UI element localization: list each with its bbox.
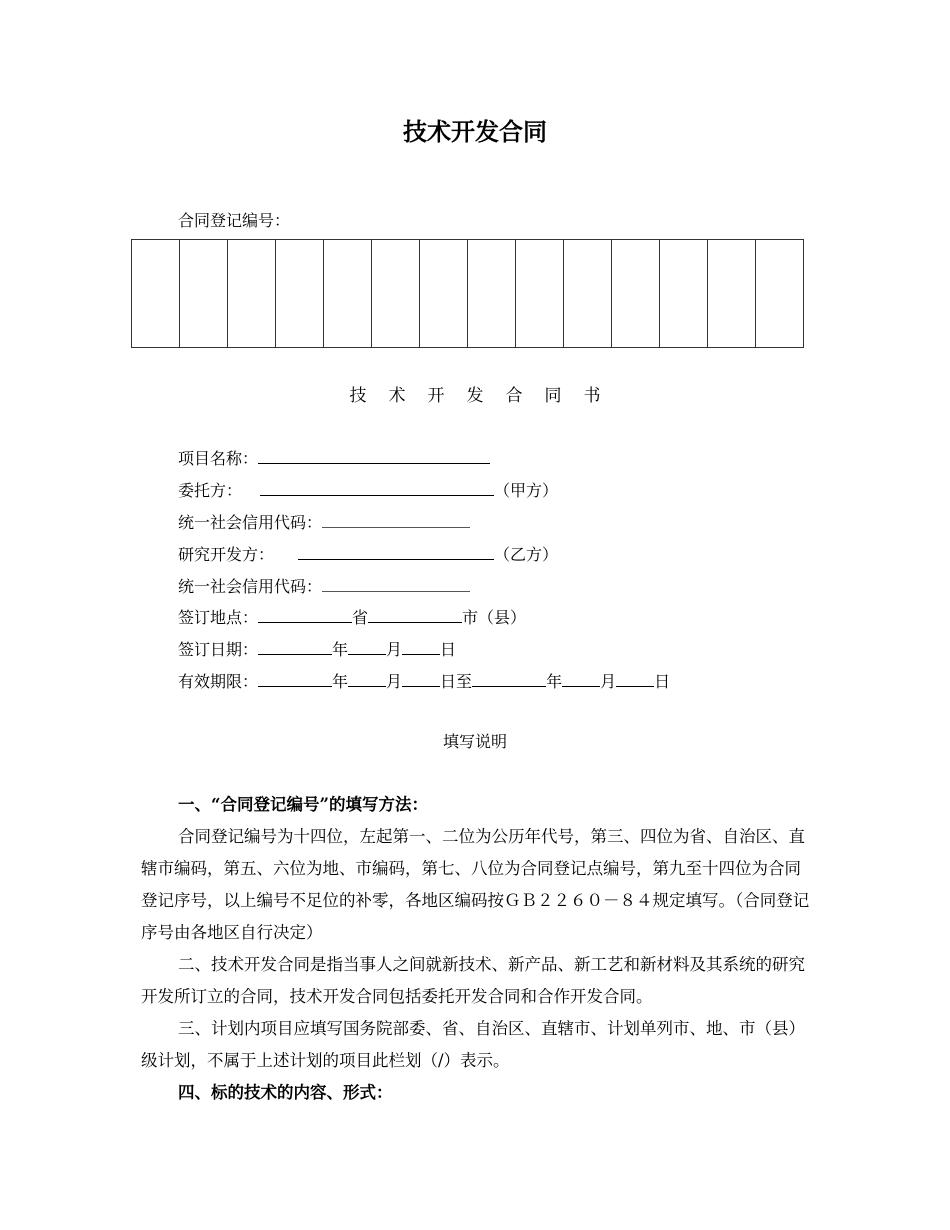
party-b-label: （乙方） [494,545,559,564]
end-month-blank[interactable] [562,668,600,687]
start-month-label: 月 [386,672,403,691]
registration-box[interactable] [228,240,276,348]
document-title: 技术开发合同 [403,118,547,146]
developer-label: 研究开发方： [178,545,275,564]
registration-box[interactable] [132,240,180,348]
client-blank[interactable] [260,477,494,496]
registration-box[interactable] [372,240,420,348]
registration-box[interactable] [660,240,708,348]
province-blank[interactable] [258,604,352,623]
to-label: 日至 [440,672,473,691]
sign-day-blank[interactable] [402,636,440,655]
registration-box[interactable] [756,240,804,348]
month-label: 月 [386,640,403,659]
start-year-label: 年 [332,672,349,691]
section-4-heading: 四、标的技术的内容、形式： [178,1083,393,1102]
section-1-heading: 一、“合同登记编号”的填写方法： [178,795,428,814]
end-day-label: 日 [654,672,671,691]
section-2-body: 二、技术开发合同是指当事人之间就新技术、新产品、新工艺和新材料及其系统的研究开发所订立的合同，技术开发合同包括委托开发合同和合作开发合同。 [141,955,805,1006]
sign-date-row [178,636,456,660]
credit-code-1-blank[interactable] [322,509,470,528]
end-day-blank[interactable] [616,668,654,687]
section-1-body: 合同登记编号为十四位，左起第一、二位为公历年代号，第三、四位为省、自治区、直辖市编码，第五、六位为地、市编码，第七、八位为合同登记点编号，第九至十四位为合同登记序号，以上编号不足位的补零，各地区编码按ＧＢ２２６０－８４规定填写。（合同登记序号由各地区自行决定） [141,827,810,942]
registration-box[interactable] [180,240,228,348]
sign-date-label: 签订日期： [178,640,259,659]
year-label: 年 [332,640,349,659]
credit-code-1-row [178,509,470,533]
province-label: 省 [352,608,369,627]
registration-box[interactable] [420,240,468,348]
end-month-label: 月 [600,672,617,691]
sign-place-label: 签订地点： [178,608,259,627]
end-year-blank[interactable] [472,668,546,687]
developer-blank[interactable] [298,541,494,560]
project-name-row [178,445,490,469]
registration-box[interactable] [516,240,564,348]
validity-label: 有效期限： [178,672,259,691]
registration-box[interactable] [612,240,660,348]
party-a-label: （甲方） [494,481,559,500]
validity-row [178,668,670,692]
credit-code-2-row [178,573,470,597]
start-year-blank[interactable] [258,668,332,687]
section-3-body: 三、计划内项目应填写国务院部委、省、自治区、直辖市、计划单列市、地、市（县）级计划，不属于上述计划的项目此栏划（/）表示。 [141,1019,805,1070]
registration-box[interactable] [468,240,516,348]
registration-box[interactable] [276,240,324,348]
registration-number-label: 合同登记编号： [178,211,291,230]
registration-box[interactable] [564,240,612,348]
day-label: 日 [440,640,457,659]
credit-code-1-label: 统一社会信用代码： [178,513,323,532]
end-year-label: 年 [546,672,563,691]
registration-box[interactable] [708,240,756,348]
start-day-blank[interactable] [402,668,440,687]
client-label: 委托方： [178,481,243,500]
sign-month-blank[interactable] [348,636,386,655]
sign-place-row [178,604,526,628]
developer-row [178,541,558,565]
credit-code-2-label: 统一社会信用代码： [178,577,323,596]
credit-code-2-blank[interactable] [322,573,470,592]
registration-number-boxes [131,239,804,348]
city-label: 市（县） [462,608,527,627]
start-month-blank[interactable] [348,668,386,687]
sign-year-blank[interactable] [258,636,332,655]
project-name-blank[interactable] [258,445,490,464]
registration-box[interactable] [324,240,372,348]
contract-subtitle: 技术开发合同书 [349,386,623,406]
project-name-label: 项目名称： [178,449,259,468]
city-blank[interactable] [368,604,462,623]
instructions-title: 填写说明 [442,732,507,751]
client-row [178,477,558,501]
